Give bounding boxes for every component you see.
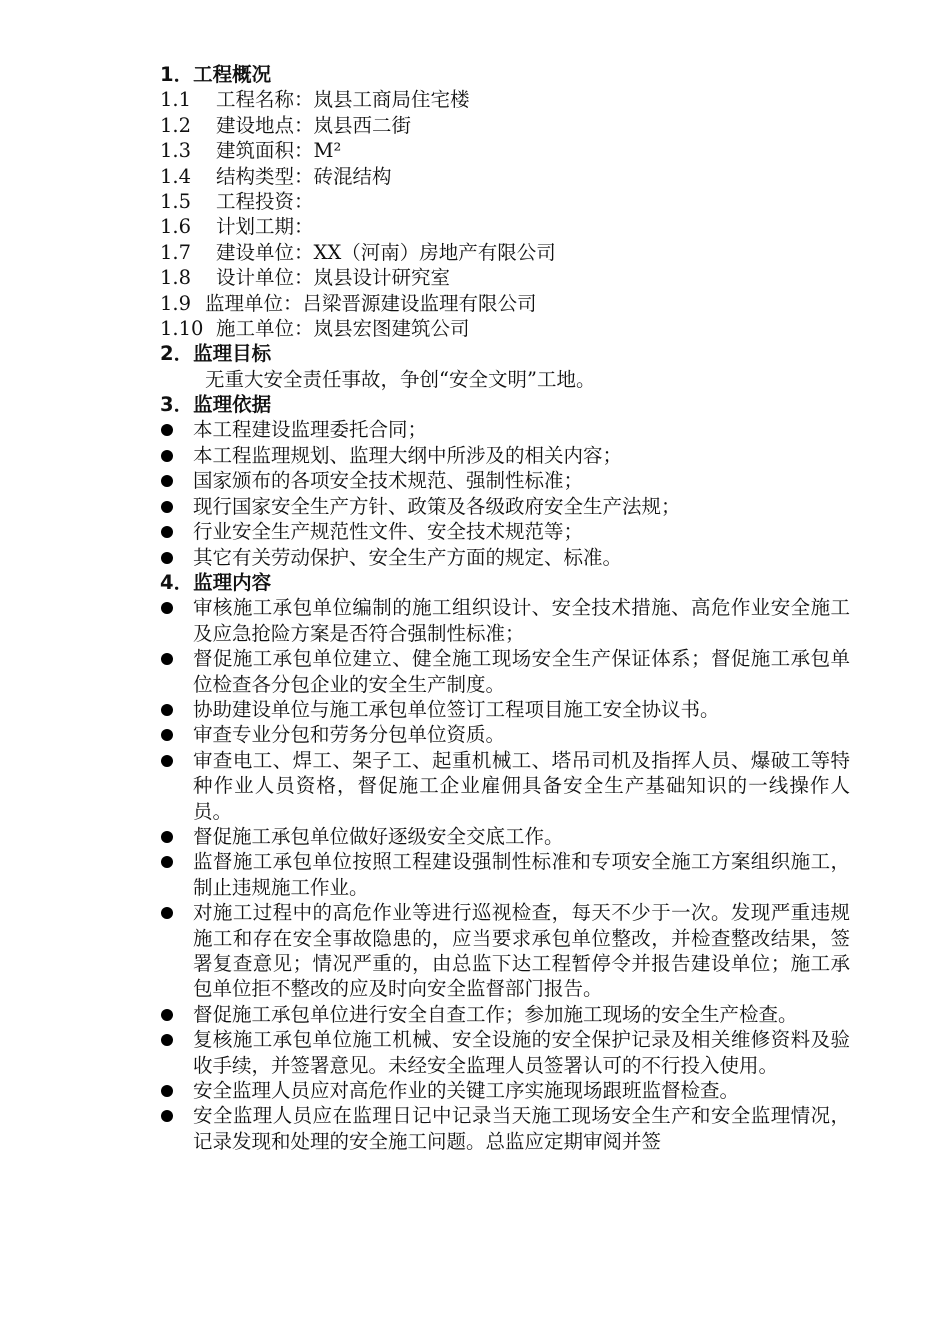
list-item <box>160 1002 850 1027</box>
item-text: 建筑面积：M² <box>216 139 342 163</box>
bullet-icon <box>161 704 173 716</box>
list-item <box>160 519 850 544</box>
section-heading-overview: 1．工程概况 <box>160 63 272 86</box>
item-number: 1.1 <box>160 88 192 112</box>
list-item-text: 复核施工承包单位施工机械、安全设施的安全保护记录及相关维修资料及验收手续，并签署意见。未经安全监理人员签署认可的不行投入使用。 <box>193 1028 850 1077</box>
list-item <box>160 417 850 442</box>
list-item <box>160 697 850 722</box>
item-text: 建设地点：岚县西二街 <box>216 113 412 137</box>
list-item-text: 监督施工承包单位按照工程建设强制性标准和专项安全施工方案组织施工，制止违规施工作业。 <box>193 850 850 899</box>
overview-item <box>160 87 850 112</box>
list-item <box>160 1103 850 1154</box>
list-item-text: 审查专业分包和劳务分包单位资质。 <box>193 723 506 747</box>
overview-item <box>160 291 850 316</box>
item-number: 1.10 <box>160 316 204 340</box>
list-item <box>160 494 850 519</box>
list-item <box>160 1027 850 1078</box>
bullet-icon <box>161 450 173 462</box>
list-item <box>160 545 850 570</box>
bullet-icon <box>161 526 173 538</box>
bullet-icon <box>161 653 173 665</box>
list-item-text: 督促施工承包单位建立、健全施工现场安全生产保证体系；督促施工承包单位检查各分包企业的安全生产制度。 <box>193 647 850 696</box>
list-item-text: 对施工过程中的高危作业等进行巡视检查，每天不少于一次。发现严重违规施工和存在安全事故隐患的，应当要求承包单位整改，并检查整改结果，签署复查意见；情况严重的，由总监下达工程暂停令并报告建设单位；施工承包单位拒不整改的应及时向安全监督部门报告。 <box>193 901 850 1001</box>
list-item-text: 督促施工承包单位进行安全自查工作；参加施工现场的安全生产检查。 <box>193 1002 798 1026</box>
overview-item <box>160 316 850 341</box>
list-item-text: 安全监理人员应在监理日记中记录当天施工现场安全生产和安全监理情况，记录发现和处理的安全施工问题。总监应定期审阅并签 <box>193 1104 850 1153</box>
list-item-text: 本工程监理规划、监理大纲中所涉及的相关内容； <box>193 443 623 467</box>
list-item <box>160 824 850 849</box>
bullet-icon <box>161 602 173 614</box>
document-page <box>160 62 850 1154</box>
item-number: 1.4 <box>160 164 192 188</box>
list-item <box>160 1078 850 1103</box>
list-item <box>160 748 850 824</box>
item-number: 1.3 <box>160 139 192 163</box>
item-text: 计划工期： <box>216 215 314 239</box>
list-item <box>160 443 850 468</box>
item-text: 设计单位：岚县设计研究室 <box>216 266 451 290</box>
list-item <box>160 722 850 747</box>
item-text: 监理单位：吕梁晋源建设监理有限公司 <box>205 291 537 315</box>
bullet-icon <box>161 1034 173 1046</box>
bullet-icon <box>161 831 173 843</box>
bullet-icon <box>161 856 173 868</box>
item-number: 1.9 <box>160 291 192 315</box>
overview-item <box>160 164 850 189</box>
list-item-text: 本工程建设监理委托合同； <box>193 418 428 442</box>
list-item-text: 安全监理人员应对高危作业的关键工序实施现场跟班监督检查。 <box>193 1079 740 1103</box>
item-number: 1.7 <box>160 240 192 264</box>
bullet-icon <box>161 475 173 487</box>
overview-item <box>160 265 850 290</box>
section-heading-content: 4．监理内容 <box>160 570 272 594</box>
item-text: 建设单位：XX（河南）房地产有限公司 <box>216 240 556 264</box>
overview-item <box>160 113 850 138</box>
bullet-icon <box>161 1009 173 1021</box>
item-text: 工程投资： <box>216 189 314 213</box>
overview-item <box>160 189 850 214</box>
list-item-text: 现行国家安全生产方针、政策及各级政府安全生产法规； <box>193 494 681 518</box>
bullet-icon <box>161 501 173 513</box>
bullet-icon <box>161 729 173 741</box>
bullet-icon <box>161 424 173 436</box>
bullet-icon <box>161 1110 173 1122</box>
bullet-icon <box>161 907 173 919</box>
list-item <box>160 468 850 493</box>
list-item <box>160 900 850 1002</box>
list-item <box>160 595 850 646</box>
overview-item <box>160 240 850 265</box>
list-item <box>160 849 850 900</box>
list-item-text: 国家颁布的各项安全技术规范、强制性标准； <box>193 469 584 493</box>
overview-item <box>160 214 850 239</box>
list-item-text: 行业安全生产规范性文件、安全技术规范等； <box>193 520 584 544</box>
item-number: 1.2 <box>160 113 192 137</box>
item-text: 结构类型：砖混结构 <box>216 164 392 188</box>
goal-text: 无重大安全责任事故，争创“安全文明”工地。 <box>205 367 596 391</box>
bullet-icon <box>161 755 173 767</box>
list-item-text: 审核施工承包单位编制的施工组织设计、安全技术措施、高危作业安全施工及应急抢险方案是否符合强制性标准； <box>193 596 850 645</box>
bullet-icon <box>161 552 173 564</box>
section-heading-basis: 3．监理依据 <box>160 393 272 417</box>
item-number: 1.6 <box>160 215 192 239</box>
list-item-text: 其它有关劳动保护、安全生产方面的规定、标准。 <box>193 545 623 569</box>
list-item-text: 审查电工、焊工、架子工、起重机械工、塔吊司机及指挥人员、爆破工等特种作业人员资格，督促施工企业雇佣具备安全生产基础知识的一线操作人员。 <box>193 748 850 823</box>
overview-item <box>160 138 850 163</box>
list-item-text: 督促施工承包单位做好逐级安全交底工作。 <box>193 824 564 848</box>
section-heading-goal: 2．监理目标 <box>160 342 272 366</box>
item-number: 1.8 <box>160 266 192 290</box>
list-item-text: 协助建设单位与施工承包单位签订工程项目施工安全协议书。 <box>193 697 720 721</box>
bullet-icon <box>161 1085 173 1097</box>
list-item <box>160 646 850 697</box>
item-number: 1.5 <box>160 189 192 213</box>
item-text: 工程名称：岚县工商局住宅楼 <box>216 88 470 112</box>
item-text: 施工单位：岚县宏图建筑公司 <box>216 316 470 340</box>
